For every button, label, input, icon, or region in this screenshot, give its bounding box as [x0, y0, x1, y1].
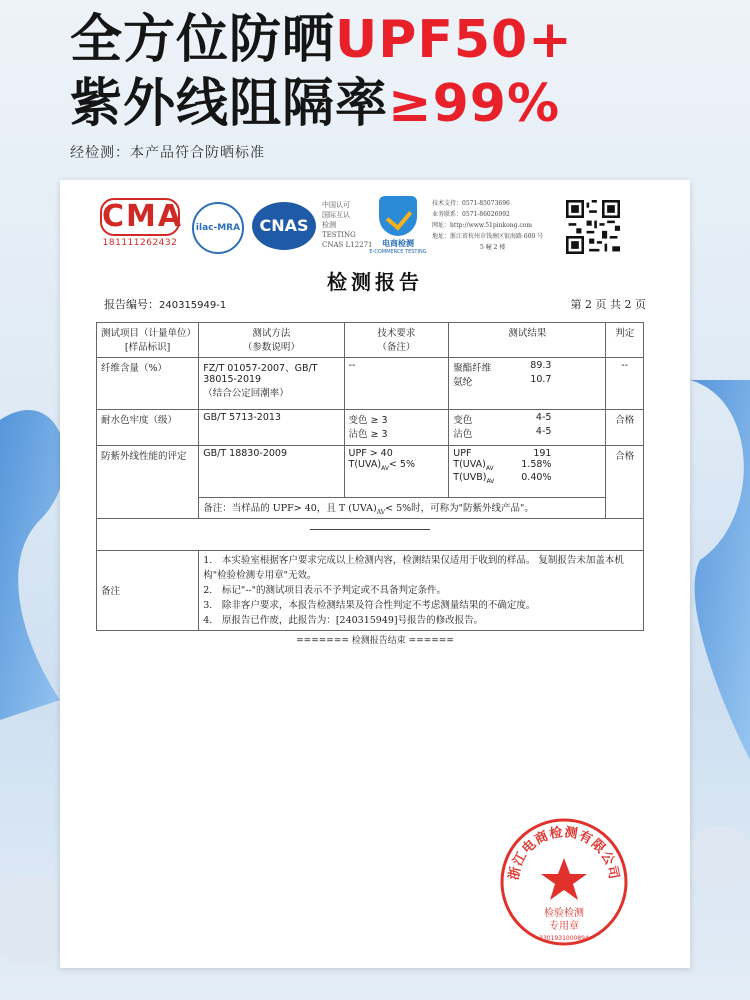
blank-row	[97, 518, 644, 550]
ecommerce-testing-logo: 电商检测 E-COMMERCE TESTING	[368, 196, 428, 255]
ilac-mra-logo: ilac-MRA	[192, 202, 244, 254]
headline-accent-2: ≥99%	[388, 74, 561, 134]
notes-row: 备注 1. 本实验室根据客户要求完成以上检测内容，检测结果仅适用于收到的样品。 复制报告未加盖本机构"检验检测专用章"无效。 2. 标记"--"的测试项目表示不予判定或不具备判定条件。 3. 除非客户要求，本报告检测结果及符合性判定不考虑测量结果的不确定度。 4. 原报告已作废，此报告为：[240315949]号报告的修改报告。	[97, 550, 644, 630]
contact-info: 技术支持：0571-85073696 业务联系：0571-86026992 网址：http://www.51pinkong.com 地址：浙江省杭州市钱塘区银海路 600 号 5 幢 2 楼	[432, 200, 544, 251]
cma-logo: CMA 181111262432	[102, 199, 184, 248]
svg-text:专用章: 专用章	[549, 921, 579, 932]
report-title: 检测报告	[327, 270, 423, 294]
table-row: 防紫外线性能的评定 GB/T 18830-2009 UPF > 40 $T(UVA)_{AV}< 5\%$ UPF 191 $T(UVA)_{AV}$ 1.58% $T(UVB)_{AV}$ 0.40% 合格	[97, 446, 644, 498]
test-report-document	[60, 180, 690, 968]
headline-line-1: 全方位防晒UPF50+	[70, 10, 573, 70]
star-icon	[541, 858, 587, 900]
qr-code-icon[interactable]	[566, 200, 620, 254]
shield-check-icon	[379, 196, 417, 236]
table-row: 耐水色牢度（级） GB/T 5713-2013 变色 ≥ 3 沾色 ≥ 3 变色 4-5 沾色 4-5 合格	[97, 410, 644, 446]
note-item: 3. 除非客户要求，本报告检测结果及符合性判定不考虑测量结果的不确定度。	[203, 599, 536, 611]
cnas-text: 中国认可 国际互认 检测 TESTING CNAS L12271	[322, 201, 373, 249]
svg-text:3301931000894: 3301931000894	[539, 935, 589, 942]
headline-accent-1: UPF50+	[335, 10, 573, 70]
results-table	[96, 322, 644, 631]
remark-row: 备注：当样品的 UPF> 40，且 T $(UVA)_{AV}< 5\%$时，可称为"防紫外线产品"。	[97, 498, 644, 519]
note-item: 2. 标记"--"的测试项目表示不予判定或不具备判定条件。	[203, 584, 446, 596]
page-indicator: 第 2 页 共 2 页	[570, 298, 646, 311]
test-note: 经检测：本产品符合防晒标准	[70, 145, 265, 161]
svg-text:检验检测: 检验检测	[544, 908, 584, 919]
note-item: 1. 本实验室根据客户要求完成以上检测内容，检测结果仅适用于收到的样品。 复制报告未加盖本机构"检验检测专用章"无效。	[203, 554, 624, 581]
note-item: 4. 原报告已作废，此报告为：[240315949]号报告的修改报告。	[203, 614, 484, 626]
svg-text:浙江电商检测有限公司: 浙江电商检测有限公司	[506, 825, 622, 882]
table-header-row: 测试项目（计量单位） [样品标识] 测试方法 （参数说明） 技术要求 （备注） 测试结果 判定	[97, 323, 644, 358]
cnas-logo: CNAS	[252, 202, 316, 250]
table-row: 纤维含量（%） FZ/T 01057-2007、GB/T 38015-2019 （结合公定回潮率） -- 聚酯纤维 89.3 氨纶 10.7 --	[97, 358, 644, 410]
report-number: 报告编号：240315949-1	[104, 298, 227, 311]
headline-line-2: 紫外线阻隔率≥99%	[70, 74, 561, 134]
official-stamp	[498, 816, 630, 948]
hero-header	[70, 8, 730, 136]
cma-number: 181111262432	[102, 238, 178, 248]
report-end-line: ======= 检测报告结束 ======	[296, 636, 454, 646]
certification-logos	[100, 190, 660, 260]
